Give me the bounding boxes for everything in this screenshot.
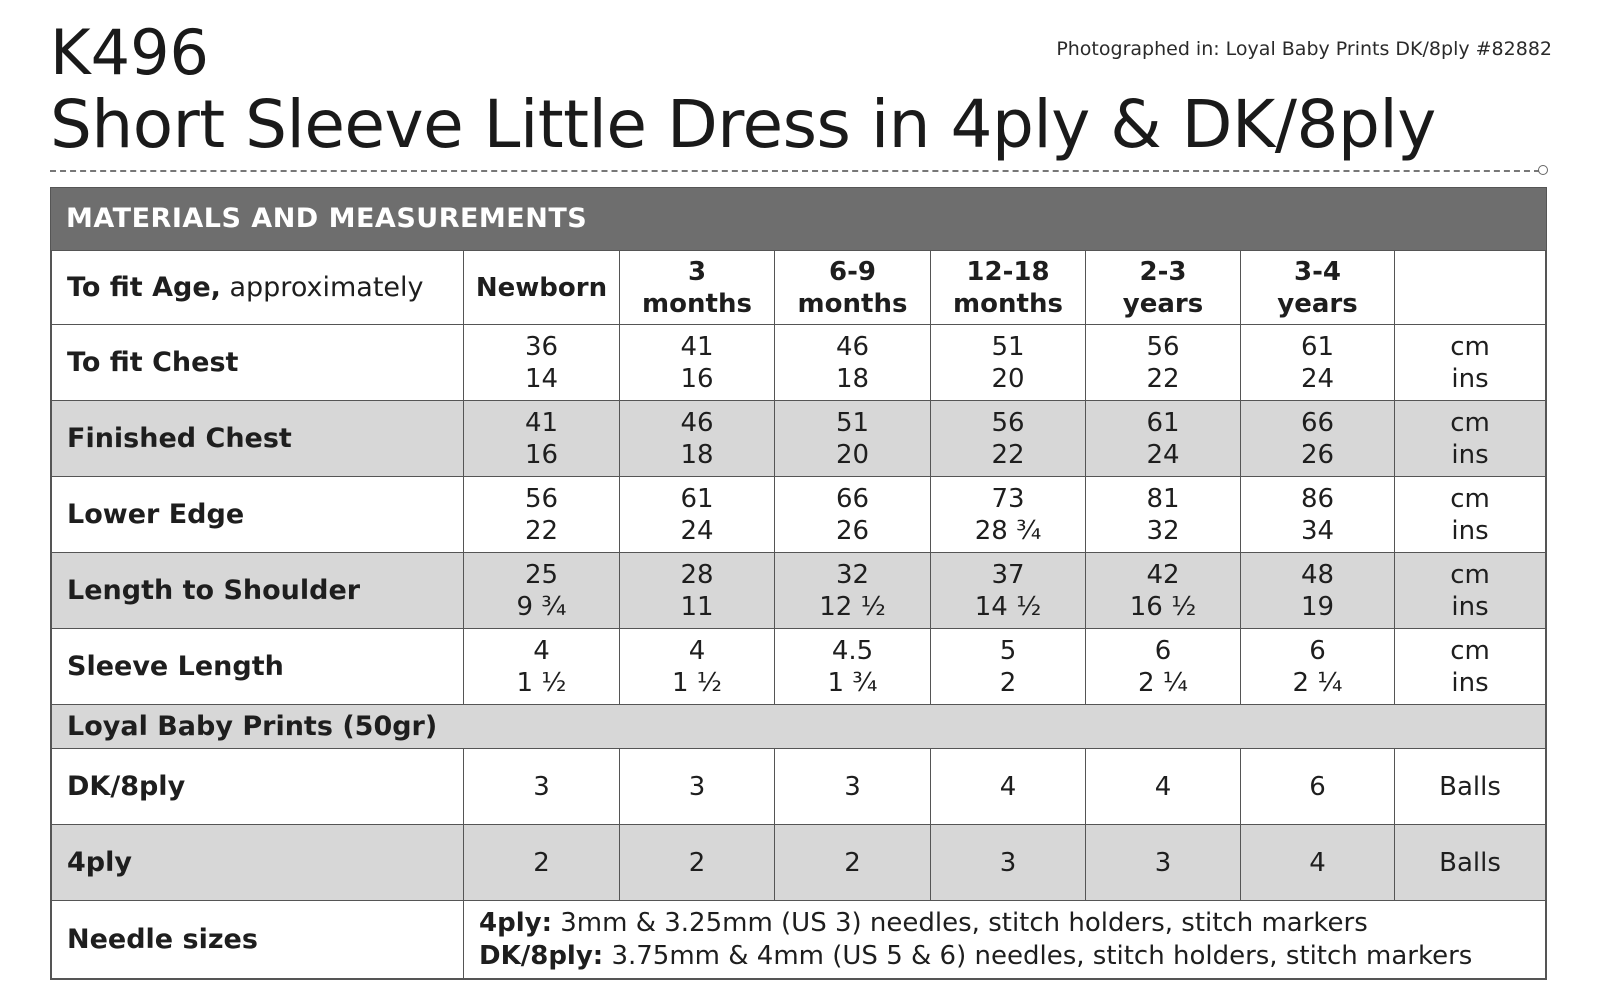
unit-cm: cm bbox=[1450, 559, 1490, 590]
ins-value: 16 ½ bbox=[1129, 591, 1197, 622]
row-label: Length to Shoulder bbox=[52, 553, 464, 629]
measurement-row bbox=[52, 477, 1546, 553]
measurement-cell bbox=[931, 477, 1086, 553]
size-5-line2: years bbox=[1122, 288, 1204, 319]
measurement-cell bbox=[931, 629, 1086, 705]
measurement-cell bbox=[1241, 629, 1395, 705]
yarn-label: DK/8ply bbox=[52, 749, 464, 825]
ball-count: 3 bbox=[1086, 825, 1241, 901]
ball-count: 4 bbox=[931, 749, 1086, 825]
measurement-cell bbox=[464, 629, 620, 705]
ins-value: 2 ¼ bbox=[1137, 667, 1188, 698]
size-6-line2: years bbox=[1277, 288, 1358, 319]
ball-count: 3 bbox=[775, 749, 931, 825]
ins-value: 9 ¾ bbox=[516, 591, 567, 622]
size-header-row bbox=[52, 251, 1546, 325]
needle-details bbox=[464, 901, 1546, 979]
cm-value: 61 bbox=[1300, 331, 1335, 362]
ins-value: 22 bbox=[524, 515, 559, 546]
cm-value: 46 bbox=[680, 407, 714, 438]
needle-label: Needle sizes bbox=[52, 901, 464, 979]
ins-value: 12 ½ bbox=[819, 591, 886, 622]
measurement-cell bbox=[1086, 629, 1241, 705]
cm-value: 37 bbox=[991, 559, 1025, 590]
needle-dk-label: DK/8ply: bbox=[479, 940, 604, 971]
size-col-6 bbox=[1241, 251, 1395, 325]
ins-value: 18 bbox=[680, 439, 714, 470]
ball-count: 2 bbox=[775, 825, 931, 901]
measurement-cell bbox=[931, 325, 1086, 401]
ins-value: 2 ¼ bbox=[1292, 667, 1343, 698]
unit-cell bbox=[1395, 629, 1546, 705]
row-label: To fit Chest bbox=[52, 325, 464, 401]
age-label bbox=[52, 251, 464, 325]
size-3-line2: months bbox=[797, 288, 908, 319]
measurement-cell bbox=[464, 325, 620, 401]
unit-ins: ins bbox=[1451, 439, 1489, 470]
unit-cm: cm bbox=[1450, 407, 1490, 438]
ins-value: 1 ¾ bbox=[827, 667, 878, 698]
cm-value: 4 bbox=[688, 635, 706, 666]
size-3-line1: 6-9 bbox=[829, 256, 876, 287]
ins-value: 14 bbox=[524, 363, 559, 394]
measurement-row bbox=[52, 401, 1546, 477]
ins-value: 34 bbox=[1300, 515, 1335, 546]
ins-value: 20 bbox=[991, 363, 1025, 394]
ins-value: 26 bbox=[835, 515, 870, 546]
measurement-row bbox=[52, 325, 1546, 401]
cm-value: 61 bbox=[680, 483, 714, 514]
measurement-row bbox=[52, 553, 1546, 629]
measurement-cell bbox=[464, 553, 620, 629]
row-label: Sleeve Length bbox=[52, 629, 464, 705]
measurement-cell bbox=[1241, 553, 1395, 629]
ins-value: 11 bbox=[680, 591, 714, 622]
needle-4ply-label: 4ply: bbox=[479, 907, 552, 938]
age-label-bold: To fit Age, bbox=[67, 271, 221, 303]
unit-ins: ins bbox=[1451, 667, 1489, 698]
ins-value: 26 bbox=[1300, 439, 1335, 470]
cm-value: 41 bbox=[524, 407, 559, 438]
unit-balls: Balls bbox=[1395, 825, 1546, 901]
needle-row bbox=[52, 901, 1546, 979]
ball-count: 6 bbox=[1241, 749, 1395, 825]
cm-value: 86 bbox=[1300, 483, 1335, 514]
row-label: Finished Chest bbox=[52, 401, 464, 477]
cm-value: 66 bbox=[835, 483, 870, 514]
ball-count: 4 bbox=[1241, 825, 1395, 901]
measurement-cell bbox=[931, 553, 1086, 629]
unit-cell bbox=[1395, 325, 1546, 401]
size-2-line2: months bbox=[642, 288, 752, 319]
yarn-row bbox=[52, 825, 1546, 901]
ins-value: 20 bbox=[835, 439, 870, 470]
size-5-line1: 2-3 bbox=[1139, 256, 1187, 287]
ins-value: 22 bbox=[1146, 363, 1180, 394]
measurement-cell bbox=[1086, 553, 1241, 629]
cm-value: 25 bbox=[524, 559, 559, 590]
measurement-cell bbox=[464, 477, 620, 553]
ins-value: 24 bbox=[1300, 363, 1335, 394]
materials-table-panel bbox=[50, 187, 1547, 980]
measurement-cell bbox=[620, 629, 775, 705]
yarn-heading-row bbox=[52, 705, 1546, 749]
unit-cell bbox=[1395, 401, 1546, 477]
needle-4ply-text: 3mm & 3.25mm (US 3) needles, stitch holders, stitch markers bbox=[551, 907, 1368, 938]
cm-value: 6 bbox=[1309, 635, 1326, 666]
measurements-table bbox=[51, 250, 1546, 979]
measurement-cell bbox=[775, 477, 931, 553]
size-col-2 bbox=[620, 251, 775, 325]
unit-cell bbox=[1395, 553, 1546, 629]
ball-count: 3 bbox=[464, 749, 620, 825]
ins-value: 24 bbox=[680, 515, 714, 546]
divider-end-dot bbox=[1538, 165, 1548, 175]
pattern-code: K496 bbox=[50, 16, 209, 89]
measurement-cell bbox=[775, 325, 931, 401]
cm-value: 73 bbox=[991, 483, 1025, 514]
unit-cm: cm bbox=[1450, 635, 1490, 666]
cm-value: 51 bbox=[991, 331, 1025, 362]
measurement-cell bbox=[620, 325, 775, 401]
cm-value: 46 bbox=[835, 331, 870, 362]
page-title: Short Sleeve Little Dress in 4ply & DK/8ply bbox=[50, 86, 1436, 163]
ins-value: 22 bbox=[991, 439, 1025, 470]
needle-dk-text: 3.75mm & 4mm (US 5 & 6) needles, stitch holders, stitch markers bbox=[603, 940, 1473, 971]
ins-value: 16 bbox=[680, 363, 714, 394]
measurement-cell bbox=[1241, 401, 1395, 477]
measurement-cell bbox=[464, 401, 620, 477]
needle-line-4ply bbox=[479, 907, 1545, 940]
ball-count: 3 bbox=[620, 749, 775, 825]
unit-cm: cm bbox=[1450, 483, 1490, 514]
cm-value: 28 bbox=[680, 559, 714, 590]
ball-count: 2 bbox=[620, 825, 775, 901]
cm-value: 51 bbox=[835, 407, 870, 438]
measurement-row bbox=[52, 629, 1546, 705]
photographed-note: Photographed in: Loyal Baby Prints DK/8ply #82882 bbox=[1056, 38, 1552, 60]
cm-value: 56 bbox=[1146, 331, 1180, 362]
dotted-divider bbox=[50, 170, 1540, 172]
size-4-line1: 12-18 bbox=[966, 256, 1050, 287]
unit-ins: ins bbox=[1451, 515, 1489, 546]
ins-value: 24 bbox=[1146, 439, 1180, 470]
row-label: Lower Edge bbox=[52, 477, 464, 553]
measurement-cell bbox=[931, 401, 1086, 477]
measurement-cell bbox=[775, 629, 931, 705]
yarn-row bbox=[52, 749, 1546, 825]
measurement-cell bbox=[620, 553, 775, 629]
cm-value: 61 bbox=[1146, 407, 1180, 438]
ball-count: 4 bbox=[1086, 749, 1241, 825]
size-2-line1: 3 bbox=[687, 256, 707, 287]
unit-ins: ins bbox=[1451, 363, 1489, 394]
cm-value: 56 bbox=[991, 407, 1025, 438]
ball-count: 2 bbox=[464, 825, 620, 901]
measurement-cell bbox=[1241, 477, 1395, 553]
ins-value: 14 ½ bbox=[974, 591, 1042, 622]
measurement-cell bbox=[1086, 325, 1241, 401]
size-col-3 bbox=[775, 251, 931, 325]
ins-value: 1 ½ bbox=[671, 667, 722, 698]
unit-col-header bbox=[1395, 251, 1546, 325]
yarn-heading: Loyal Baby Prints (50gr) bbox=[52, 705, 1546, 749]
size-1-line1: Newborn bbox=[475, 272, 608, 303]
measurement-cell bbox=[1086, 401, 1241, 477]
unit-cell bbox=[1395, 477, 1546, 553]
size-6-line1: 3-4 bbox=[1294, 256, 1341, 287]
ins-value: 2 bbox=[999, 667, 1017, 698]
cm-value: 32 bbox=[835, 559, 870, 590]
ins-value: 16 bbox=[524, 439, 559, 470]
size-4-line2: months bbox=[953, 288, 1063, 319]
size-col-5 bbox=[1086, 251, 1241, 325]
unit-ins: ins bbox=[1451, 591, 1489, 622]
size-col-4 bbox=[931, 251, 1086, 325]
cm-value: 5 bbox=[999, 635, 1017, 666]
measurement-cell bbox=[620, 477, 775, 553]
cm-value: 48 bbox=[1300, 559, 1335, 590]
yarn-label: 4ply bbox=[52, 825, 464, 901]
measurement-cell bbox=[1086, 477, 1241, 553]
ins-value: 28 ¾ bbox=[974, 515, 1042, 546]
ins-value: 19 bbox=[1300, 591, 1335, 622]
cm-value: 42 bbox=[1146, 559, 1180, 590]
cm-value: 4 bbox=[533, 635, 550, 666]
age-label-normal: approximately bbox=[220, 271, 424, 303]
cm-value: 56 bbox=[524, 483, 559, 514]
measurement-cell bbox=[775, 401, 931, 477]
size-col-1 bbox=[464, 251, 620, 325]
measurement-cell bbox=[620, 401, 775, 477]
cm-value: 41 bbox=[680, 331, 714, 362]
ins-value: 32 bbox=[1146, 515, 1180, 546]
ins-value: 18 bbox=[835, 363, 870, 394]
unit-balls: Balls bbox=[1395, 749, 1546, 825]
measurement-cell bbox=[1241, 325, 1395, 401]
ins-value: 1 ½ bbox=[516, 667, 567, 698]
cm-value: 36 bbox=[524, 331, 559, 362]
cm-value: 66 bbox=[1300, 407, 1335, 438]
measurement-cell bbox=[775, 553, 931, 629]
cm-value: 81 bbox=[1146, 483, 1180, 514]
cm-value: 6 bbox=[1154, 635, 1172, 666]
needle-line-dk bbox=[479, 940, 1545, 973]
unit-cm: cm bbox=[1450, 331, 1490, 362]
cm-value: 4.5 bbox=[831, 635, 874, 666]
ball-count: 3 bbox=[931, 825, 1086, 901]
table-banner: MATERIALS AND MEASUREMENTS bbox=[51, 188, 1546, 250]
